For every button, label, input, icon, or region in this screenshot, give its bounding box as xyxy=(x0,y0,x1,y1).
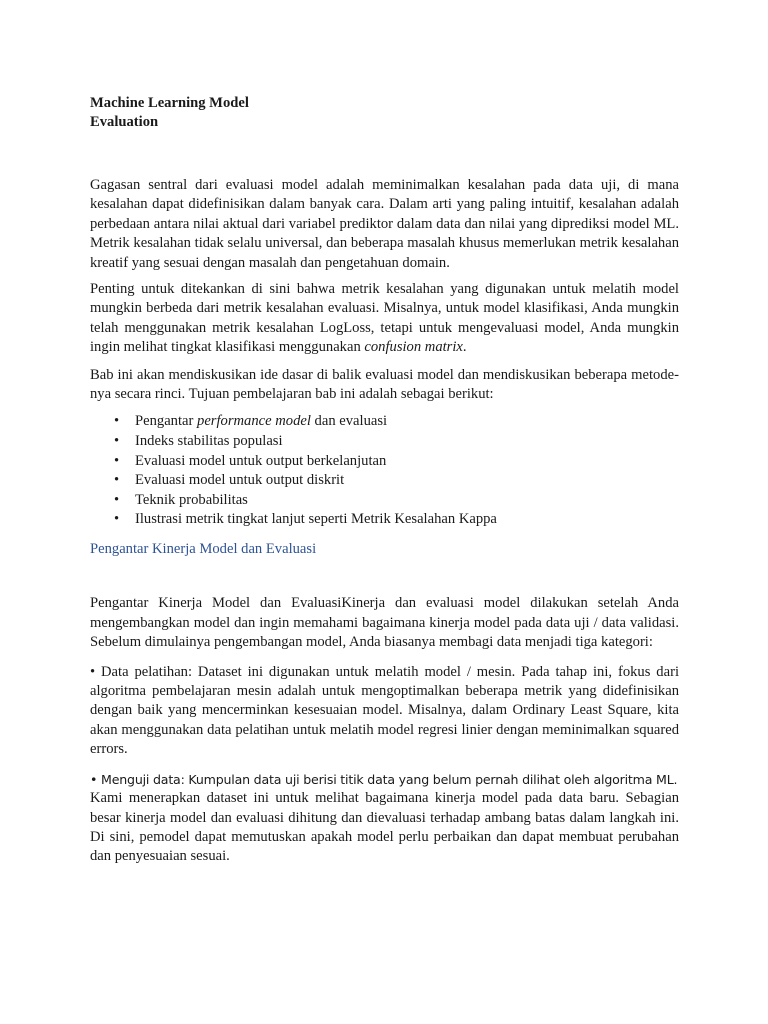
bullet-icon: • xyxy=(114,413,120,430)
list-item-text-end: dan evaluasi xyxy=(310,413,388,430)
list-item-text: Pengantar xyxy=(135,413,198,430)
list-item-text: Evaluasi model untuk output berkelanjutan xyxy=(135,452,387,469)
learning-objectives-list xyxy=(90,412,679,530)
list-item xyxy=(90,471,679,491)
bullet-icon: • xyxy=(114,433,120,450)
list-item-text: Ilustrasi metrik tingkat lanjut seperti Metrik Kesalahan Kappa xyxy=(135,511,497,528)
bullet-icon: • xyxy=(114,452,120,469)
list-item xyxy=(90,491,679,511)
training-data-paragraph: • Data pelatihan: Dataset ini digunakan untuk melatih model / mesin. Pada tahap ini, fokus dari algoritma pembelajaran mesin adalah untuk mengoptimalkan beberapa metrik yang didefinisikan dengan baik yang mencerminkan kesesuaian model. Misalnya, dalam Ordinary Least Square, kita akan menggunakan data pelatihan untuk melatih model regresi linier dengan meminimalkan squared errors. xyxy=(90,663,679,758)
bullet-icon: • xyxy=(114,511,120,528)
bullet-icon: • xyxy=(114,491,120,508)
test-data-paragraph xyxy=(90,770,679,867)
title-line-2: Evaluation xyxy=(90,114,159,130)
intro-paragraph-1: Gagasan sentral dari evaluasi model adalah meminimalkan kesalahan pada data uji, di mana kesalahan dapat didefinisikan dalam banyak cara. Dalam arti yang paling intuitif, kesalahan adalah perbedaan antara nilai aktual dari variabel prediktor dalam data dan nilai yang diprediksi model ML. Metrik kesalahan tidak selalu universal, dan beberapa masalah khusus memerlukan metrik kesalahan kreatif yang sesuai dengan masalah dan pengetahuan domain. xyxy=(90,177,679,271)
document-title xyxy=(90,94,679,132)
list-item xyxy=(90,412,679,432)
section-heading: Pengantar Kinerja Model dan Evaluasi xyxy=(90,541,317,558)
list-item-text: Indeks stabilitas populasi xyxy=(135,433,283,450)
bullet-icon: • xyxy=(114,472,120,489)
confusion-matrix-term: confusion matrix xyxy=(364,339,463,356)
body-paragraph-1: Pengantar Kinerja Model dan EvaluasiKinerja dan evaluasi model dilakukan setelah Anda mengembangkan model dan ingin memahami bagaimana kinerja model pada data uji / data validasi. Sebelum dimulainya pengembangan model, Anda biasanya membagi data menjadi tiga kategori: xyxy=(90,595,679,651)
intro-paragraph-2 xyxy=(90,280,679,358)
intro-paragraph-3: Bab ini akan mendiskusikan ide dasar di balik evaluasi model dan mendiskusikan beberapa metode-nya secara rinci. Tujuan pembelajaran bab ini adalah sebagai berikut: xyxy=(90,366,679,403)
list-item xyxy=(90,510,679,530)
performance-model-term: performance model xyxy=(197,413,311,430)
test-data-first-line: • Menguji data: Kumpulan data uji berisi titik data yang belum pernah dilihat oleh algoritma ML. xyxy=(90,771,678,787)
test-data-rest: Kami menerapkan dataset ini untuk melihat bagaimana kinerja model pada data baru. Sebagian besar kinerja model dan evaluasi dihitung dan dievaluasi terhadap ambang batas dalam langkah ini. Di sini, pemodel dapat memutuskan apakah model perlu perbaikan dan dapat membuat perubahan dan penyesuaian sesuai. xyxy=(90,790,679,865)
intro-paragraph-2-end: . xyxy=(462,339,467,356)
document-content xyxy=(90,94,679,867)
intro-paragraph-2-text: Penting untuk ditekankan di sini bahwa metrik kesalahan yang digunakan untuk melatih model mungkin berbeda dari metrik kesalahan evaluasi. Misalnya, untuk model klasifikasi, Anda mungkin telah menggunakan metrik kesalahan LogLoss, tetapi untuk mengevaluasi model, Anda mungkin ingin melihat tingkat klasifikasi menggunakan xyxy=(90,281,679,356)
list-item-text: Evaluasi model untuk output diskrit xyxy=(135,472,345,489)
title-line-1: Machine Learning Model xyxy=(90,95,249,111)
list-item xyxy=(90,432,679,452)
list-item-text: Teknik probabilitas xyxy=(135,491,248,508)
list-item xyxy=(90,452,679,472)
